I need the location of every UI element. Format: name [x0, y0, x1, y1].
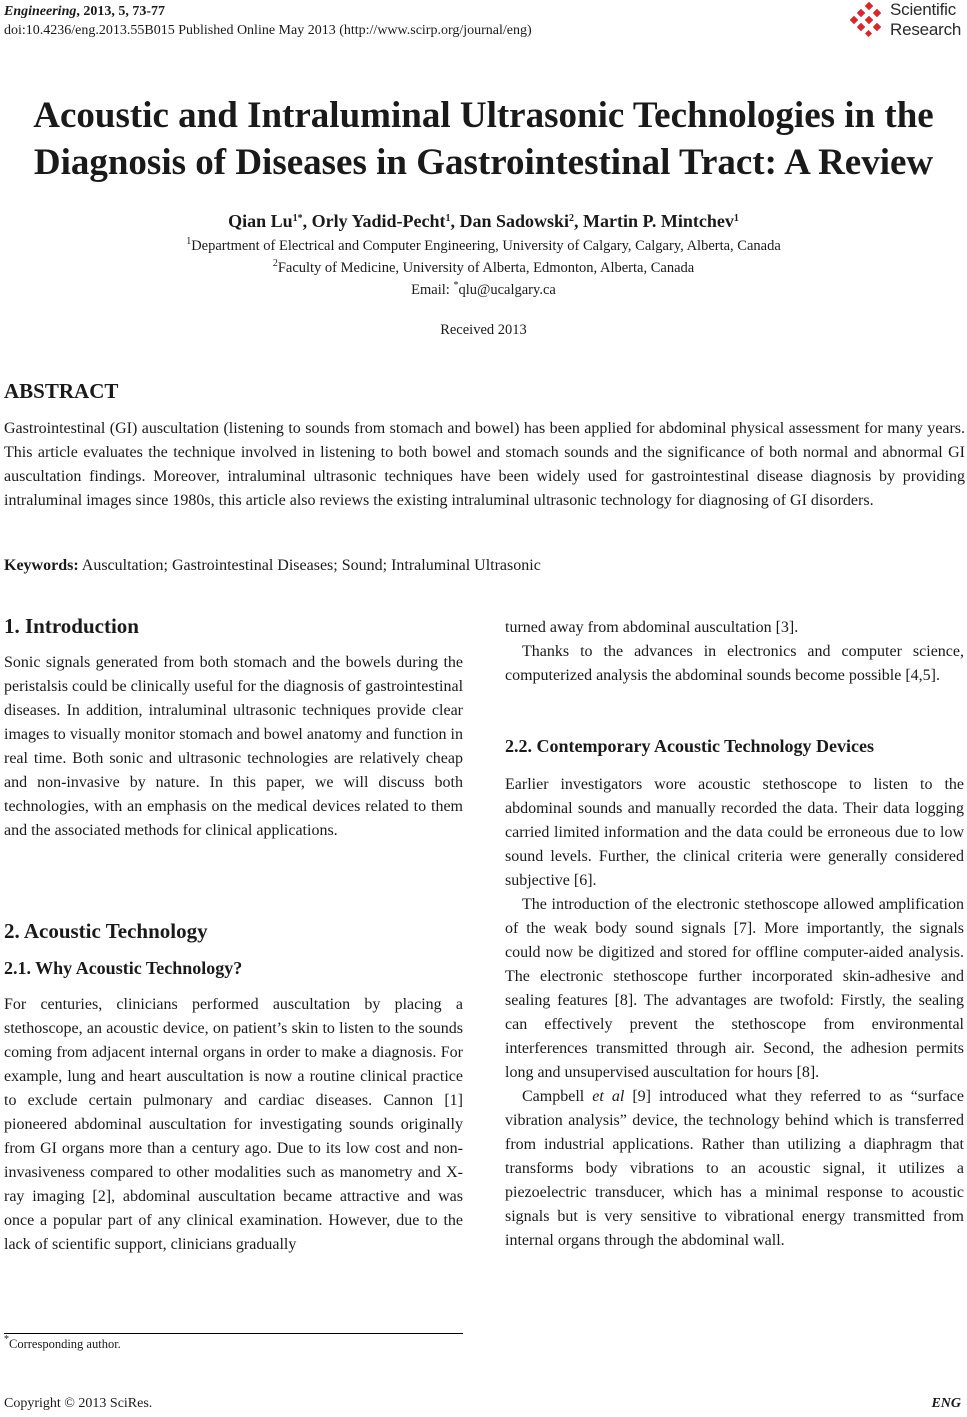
footnote: [4, 1334, 121, 1352]
footnote-divider: [4, 1333, 463, 1334]
author-affil-sup: 1: [733, 213, 739, 224]
abstract-text: Gastrointestinal (GI) auscultation (listening to sounds from stomach and bowel) has been applied for abdominal physical assessment for many years. This article evaluates the technique involved in listening to both bowel and stomach sounds and the significance of both normal and abnormal GI auscultation findings. Moreover, intraluminal ultrasonic techniques have been widely used for gastrointestinal disease diagnosis by providing intraluminal images since 1980s, this article also reviews the existing intraluminal ultrasonic technology for diagnosing of GI disorders.: [4, 420, 965, 509]
scirp-logo-icon: [850, 2, 886, 38]
affiliation-2: [0, 260, 967, 277]
section-2-heading: 2. Acoustic Technology: [4, 919, 208, 943]
paragraph: The introduction of the electronic stethoscope allowed amplification of the weak body sound signals [7]. More importantly, the signals could now be digitized and stored for offline computer-aided analysis. The electronic stethoscope further incorporated skin-adhesive and sealing features [8]. The advantages are twofold: Firstly, the sealing can effectively prevent the stethoscope from environmental interferences transmitted through air. Second, the adhesion permits long and unsupervised auscultation for hours [8].: [505, 896, 964, 1081]
paragraph: turned away from abdominal auscultation [3].: [505, 619, 799, 636]
abstract-heading: ABSTRACT: [4, 379, 119, 403]
affil-sup: 1: [186, 236, 192, 247]
affil-sup: 2: [272, 258, 278, 269]
journal-name: Engineering: [4, 4, 77, 19]
title-line-2: Diagnosis of Diseases in Gastrointestinal Tract: A Review: [33, 142, 934, 183]
author-name: Orly Yadid-Pecht: [311, 211, 446, 231]
publisher-logo: [850, 0, 966, 44]
author-affil-sup: 1: [445, 213, 451, 224]
author-list: [0, 211, 967, 232]
text-run: [9] introduced what they referred to as “surface vibration analysis” device, the technology behind which is transferred from industrial applications. Rather than utilizing a diaphragm that transforms body vibrations to an acoustic signal, it utilizes a piezoelectric transducer, which has a minimal response to acoustic signals but is very sensitive to vibrational energy transmitted from internal organs through the abdominal wall.: [505, 1088, 964, 1249]
author-name: Dan Sadowski: [459, 211, 570, 231]
paragraph: [505, 1085, 964, 1253]
email-address[interactable]: qlu@ucalgary.ca: [458, 282, 556, 298]
email-label: Email:: [411, 282, 454, 298]
section-1-heading: 1. Introduction: [4, 614, 139, 638]
keywords: [4, 557, 541, 575]
text-run: Campbell: [522, 1088, 593, 1105]
author-separator: ,: [302, 211, 312, 231]
affiliation-1: [0, 238, 967, 255]
text-run-italic: et al: [592, 1088, 625, 1105]
paragraph: Thanks to the advances in electronics and computer science, computerized analysis the abdominal sounds become possible [4,5].: [505, 643, 964, 684]
author-separator: ,: [574, 211, 584, 231]
journal-abbreviation: ENG: [931, 1396, 961, 1411]
paragraph: Sonic signals generated from both stomach and the bowels during the peristalsis could be clinically useful for the diagnosis of gastrointestinal diseases. In addition, intraluminal ultrasonic techniques provide clear images to visually monitor stomach and bowel anatomy and function in real time. Both sonic and ultrasonic technologies are relatively cheap and non-invasive by nature. In this paper, we will discuss both technologies, with an emphasis on the medical devices related to them and the associated methods for clinical applications.: [4, 654, 464, 839]
right-column-top: [505, 616, 964, 688]
section-2-1-body: [4, 993, 463, 1257]
journal-header: [4, 2, 532, 40]
footnote-sup: *: [4, 1334, 9, 1345]
author-affil-sup: 1*: [292, 213, 303, 224]
paper-title: [0, 92, 967, 186]
paragraph: Earlier investigators wore acoustic stethoscope to listen to the abdominal sounds and manually recorded the data. Their data logging carried limited information and the data could be erroneous due to low sound levels. Further, the clinical criteria were generally considered subjective [6].: [505, 776, 964, 889]
affiliation-text: Department of Electrical and Computer Engineering, University of Calgary, Calgary, Alberta, Canada: [191, 238, 781, 254]
title-line-1: Acoustic and Intraluminal Ultrasonic Technologies in the: [33, 95, 934, 136]
journal-volume: , 2013, 5, 73-77: [76, 4, 166, 19]
keywords-label: Keywords:: [4, 557, 79, 574]
section-2-2-heading: 2.2. Contemporary Acoustic Technology Devices: [505, 736, 874, 756]
logo-text-research: Research: [890, 20, 962, 39]
author-affil-sup: 2: [569, 213, 575, 224]
affiliation-text: Faculty of Medicine, University of Alberta, Edmonton, Alberta, Canada: [277, 260, 695, 276]
section-2-2-body: [505, 773, 964, 1253]
email-line: [0, 282, 967, 299]
doi-line: doi:10.4236/eng.2013.55B015 Published Online May 2013 (http://www.scirp.org/journal/eng): [4, 23, 532, 38]
email-sup: *: [453, 280, 459, 291]
section-1-body: [4, 651, 463, 843]
author-separator: ,: [450, 211, 460, 231]
received-date: Received 2013: [440, 322, 527, 338]
logo-text-scientific: Scientific: [890, 0, 957, 19]
keywords-list: Auscultation; Gastrointestinal Diseases; Sound; Intraluminal Ultrasonic: [78, 557, 541, 574]
paragraph: For centuries, clinicians performed auscultation by placing a stethoscope, an acoustic device, on patient’s skin to listen to the sounds coming from adjacent internal organs in order to make a diagnosis. For example, lung and heart auscultation is now a routine clinical practice to exclude certain pulmonary and cardiac diseases. Cannon [1] pioneered abdominal auscultation for investigating sounds originally from GI organs more than a century ago. Due to its low cost and non-invasiveness compared to other modalities such as manometry and X-ray imaging [2], abdominal auscultation became attractive and was once a popular part of any clinical examination. However, due to the lack of scientific support, clinicians gradually: [4, 996, 463, 1253]
footnote-text: Corresponding author.: [9, 1337, 121, 1351]
copyright: Copyright © 2013 SciRes.: [4, 1396, 153, 1411]
author-name: Qian Lu: [228, 211, 293, 231]
section-2-1-heading: 2.1. Why Acoustic Technology?: [4, 958, 243, 978]
author-name: Martin P. Mintchev: [583, 211, 734, 231]
